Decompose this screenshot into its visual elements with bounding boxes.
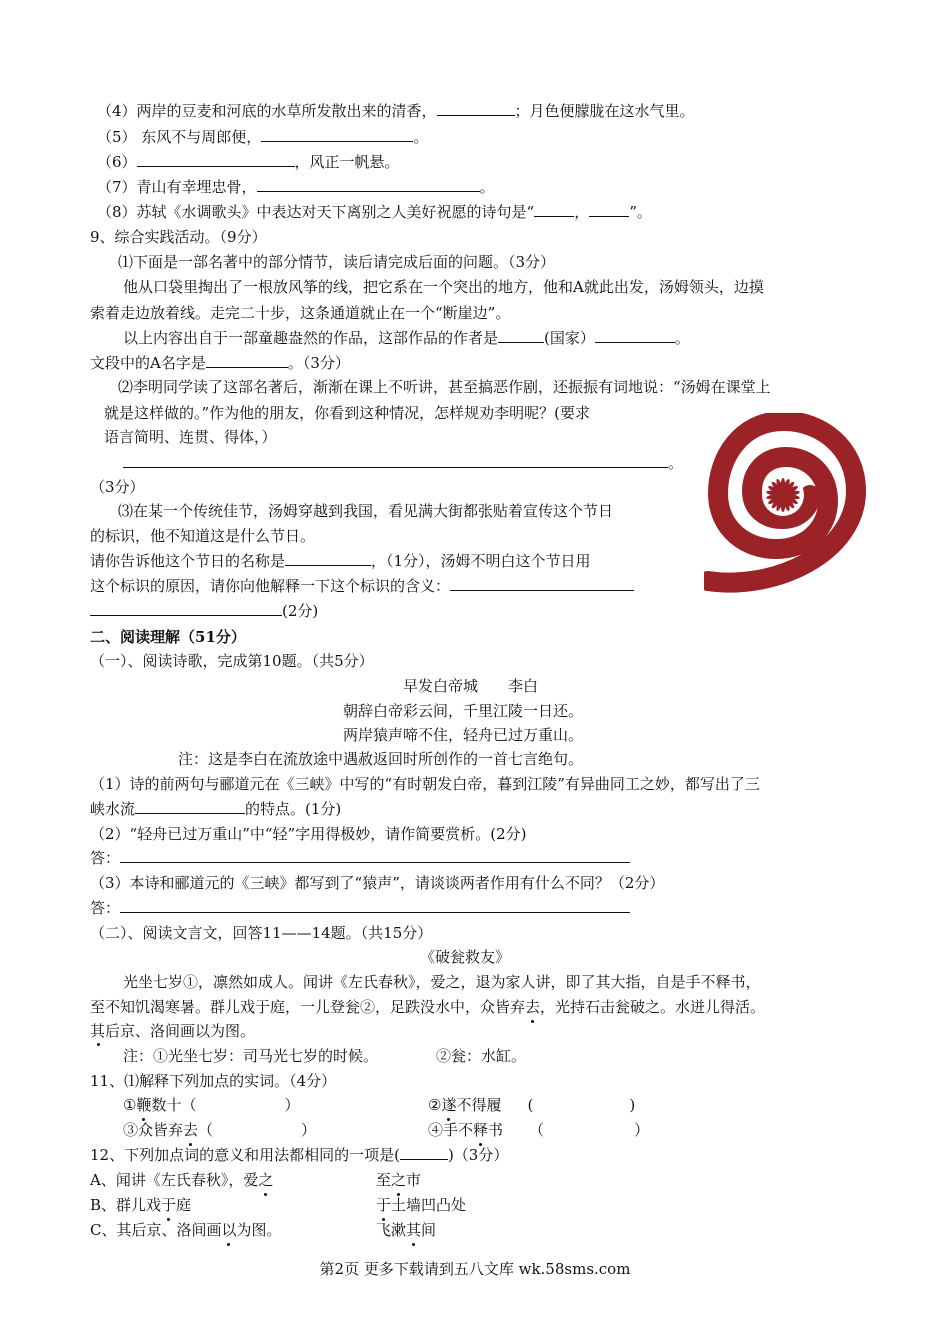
q12-text: 12、下列加点词的意义和用法都相同的一项是( — [90, 1146, 400, 1164]
option-text: 飞漱 — [376, 1221, 407, 1239]
advice-answer-line[interactable] — [123, 453, 668, 468]
name-blank[interactable] — [206, 353, 288, 368]
item-number: ② — [428, 1096, 442, 1114]
option-text: B、群儿戏 — [90, 1196, 162, 1214]
paren-close: ） — [284, 1096, 300, 1114]
dotted-word: 去 — [525, 998, 541, 1016]
q12-score: )（3分） — [447, 1146, 509, 1164]
dotted-word: 于 — [376, 1196, 392, 1214]
paren-close: ） — [634, 1121, 650, 1139]
q9-period: 。 — [674, 329, 690, 347]
classical-note — [123, 1045, 526, 1067]
fill-line-5 — [97, 126, 428, 148]
festival-blank[interactable] — [285, 551, 371, 566]
poem-q3: （3）本诗和郦道元的《三峡》都写到了“猿声”，请谈谈两者作用有什么不同？（2分） — [90, 874, 665, 892]
q9-part2-score: （3分） — [90, 478, 145, 496]
poem-q1-prompt: 峡水流 — [90, 800, 136, 818]
section2-title: 二、阅读理解（51分） — [90, 628, 246, 646]
dotted-word: 其 — [406, 1221, 422, 1239]
paren-open: （ — [529, 1121, 545, 1139]
flow-feature-blank[interactable] — [135, 799, 245, 814]
fill-line-7 — [97, 176, 495, 198]
option-text: 市 — [406, 1171, 422, 1189]
fill-line-6-text: （6） — [97, 153, 137, 171]
fill-line-8-text: （8）苏轼《水调歌头》中表达对天下离别之人美好祝愿的诗句是“ — [97, 203, 535, 221]
poem-author: 李白 — [508, 677, 539, 695]
q9-name-question — [90, 352, 350, 374]
chrysanthemum-spiral-icon — [704, 413, 870, 613]
q9-part3-score: (2分) — [282, 602, 319, 620]
answer-label: 答： — [90, 899, 121, 917]
option-text: 庭 — [176, 1196, 192, 1214]
q11-title: 11、⑴解释下列加点的实词。（4分） — [90, 1072, 337, 1090]
paren-close: ） — [301, 1121, 317, 1139]
dotted-word: 鞭 — [136, 1096, 152, 1114]
part1-heading: （一）、阅读诗歌，完成第10题。（共5分） — [90, 652, 374, 670]
option-text: A、闻讲《左氏春秋》，爱 — [90, 1171, 259, 1189]
fill-line-6-tail: ，风正一帆悬。 — [294, 153, 400, 171]
q9-author-prompt: 以上内容出自于一部童趣盎然的作品，这部作品的作者是 — [123, 329, 499, 347]
q12-option-c-compare — [376, 1219, 436, 1241]
q9-symbol-answer — [90, 600, 318, 622]
q9-part2-line1: ⑵李明同学读了这部名著后，渐渐在课上不听讲，甚至搞恶作剧，还振振有词地说：“汤姆在课堂上 — [118, 378, 771, 396]
q11-item-3 — [123, 1119, 316, 1141]
answer-blank[interactable] — [257, 177, 480, 192]
dotted-word: 去 — [183, 1121, 199, 1139]
poem-line-2: 两岸猿声啼不住，轻舟已过万重山。 — [343, 726, 584, 744]
q12-option-b — [90, 1194, 191, 1216]
item-text: ④手不 — [428, 1121, 474, 1139]
fill-line-4 — [97, 100, 695, 122]
q9-country-label: (国家） — [544, 329, 595, 347]
paren-close: ) — [629, 1096, 636, 1114]
q11-item-1 — [123, 1094, 300, 1116]
q9-festival-prompt: 请你告诉他这个节日的名称是 — [90, 552, 286, 570]
paren-open: （ — [198, 1121, 214, 1139]
answer-blank[interactable] — [534, 202, 574, 217]
q9-festival-tail: ，（1分），汤姆不明白这个节日用 — [371, 552, 591, 570]
answer-blank[interactable] — [437, 101, 515, 116]
note-1: 注：①光坐七岁：司马光七岁的时候。 — [123, 1047, 379, 1065]
poem-title — [403, 675, 538, 697]
poem-q3-answer — [90, 897, 630, 919]
q9-festival-question — [90, 550, 591, 572]
answer-blank[interactable] — [261, 127, 413, 142]
fill-line-8 — [97, 201, 652, 223]
option-text: 至 — [376, 1171, 392, 1189]
option-text: 土墙凹凸处 — [391, 1196, 467, 1214]
q11-item-4 — [428, 1119, 649, 1141]
q9-part2-line2: 就是这样做的。”作为他的朋友，你看到这种情况，怎样规劝李明呢？(要求 — [104, 404, 591, 422]
q12-option-c — [90, 1219, 282, 1241]
fill-line-8-tail: ”。 — [629, 203, 652, 221]
fill-line-5-text: （5） 东风不与周郎便， — [97, 128, 262, 146]
paren-open: ( — [527, 1096, 534, 1114]
dotted-word: 之 — [391, 1171, 407, 1189]
classical-text-line2-b: ，光持石击瓮破之。水迸儿得活。 — [540, 998, 766, 1016]
q9-part1-question — [123, 327, 690, 349]
q11-item-2 — [428, 1094, 635, 1116]
q9-part2-answer — [123, 452, 683, 474]
q9-part2-period: 。 — [668, 454, 684, 472]
q12-title — [90, 1144, 508, 1166]
answer-line[interactable] — [120, 848, 630, 863]
poem-q2-answer — [90, 847, 630, 869]
country-blank[interactable] — [595, 328, 675, 343]
option-text: C、其后京、洛间画 — [90, 1221, 222, 1239]
fill-line-7-tail: 。 — [479, 178, 495, 196]
item-text: 书 — [488, 1121, 504, 1139]
q9-passage-line1: 他从口袋里掏出了一根放风筝的线，把它系在一个突出的地方，他和A就此出发，汤姆领头，边摸 — [123, 278, 764, 296]
fill-line-6 — [97, 151, 400, 173]
poem-line-1: 朝辞白帝彩云间，千里江陵一日还。 — [343, 702, 584, 720]
poem-note: 注：这是李白在流放途中遇赦返回时所创作的一首七言绝句。 — [178, 750, 584, 768]
q9-symbol-question — [90, 575, 634, 597]
poem-q2: （2）“轻舟已过万重山”中“轻”字用得极妙，请作简要赏析。(2分) — [90, 825, 527, 843]
fill-line-4-text: （4）两岸的豆麦和河底的水草所发散出来的清香， — [97, 102, 437, 120]
poem-q1-score: 的特点。(1分) — [245, 800, 342, 818]
q12-option-a — [90, 1169, 273, 1191]
q9-part3-line2: 的标识，他不知道这是什么节日。 — [90, 527, 316, 545]
item-text: ③众皆弃 — [123, 1121, 184, 1139]
classical-text-title: 《破瓮救友》 — [420, 948, 511, 966]
author-blank[interactable] — [498, 328, 544, 343]
option-text: 为图。 — [236, 1221, 282, 1239]
q9-name-score: 。（3分） — [287, 354, 350, 372]
fill-line-7-text: （7）青山有幸埋忠骨， — [97, 178, 257, 196]
part2-heading: （二）、阅读文言文，回答11——14题。（共15分） — [90, 924, 433, 942]
page-footer: 第2页 更多下载请到五八文库 wk.58sms.com — [319, 1260, 631, 1278]
q9-part3-line1: ⑶在某一个传统佳节，汤姆穿越到我国，看见满大街都张贴着宣传这个节日 — [118, 502, 614, 520]
poem-title-text: 早发白帝城 — [403, 677, 479, 695]
option-text: 间 — [421, 1221, 437, 1239]
dotted-word: 遂 — [441, 1096, 457, 1114]
q9-symbol-prompt: 这个标识的原因，请你向他解释一下这个标识的含义： — [90, 577, 451, 595]
fill-line-5-tail: 。 — [413, 128, 429, 146]
dotted-word: 于 — [161, 1196, 177, 1214]
dotted-word: 释 — [473, 1121, 489, 1139]
q9-part2-line3: 语言简明、连贯、得体，） — [104, 428, 277, 446]
poem-q1-line2 — [90, 798, 341, 820]
answer-label: 答： — [90, 849, 121, 867]
dotted-word: 之 — [258, 1171, 274, 1189]
answer-line[interactable] — [120, 898, 630, 913]
classical-text-line1: 光坐七岁①，凛然如成人。闻讲《左氏春秋》，爱之，退为家人讲，即了其大指，自是手不释书， — [123, 973, 761, 991]
flower-center — [781, 493, 786, 498]
note-2: ②瓮：水缸。 — [436, 1047, 527, 1065]
q12-answer-blank[interactable] — [400, 1145, 448, 1160]
classical-text-line2-a: 至不知饥渴寒暑。群儿戏于庭，一儿登瓮②，足跌没水中，众皆弃 — [90, 998, 526, 1016]
emphasis-dot — [97, 1043, 100, 1046]
q9-passage-line2: 索着走边放着线。走完二十步，这条通道就止在一个“断崖边”。 — [90, 304, 511, 322]
q9-title: 9、综合实践活动。（9分） — [90, 228, 267, 246]
item-text: 不得履 — [456, 1096, 502, 1114]
dotted-word: 以 — [221, 1221, 237, 1239]
poem-q1-line1: （1）诗的前两句与郦道元在《三峡》中写的“有时朝发白帝，暮到江陵”有异曲同工之妙，都写出了三 — [90, 775, 760, 793]
answer-blank[interactable] — [589, 202, 629, 217]
symbol-answer-line[interactable] — [90, 601, 282, 616]
fill-line-8-sep: ， — [574, 203, 590, 221]
classical-text-line3: 其后京、洛间画以为图。 — [90, 1022, 256, 1040]
q9-name-prompt: 文段中的A名字是 — [90, 354, 206, 372]
item-number: ① — [123, 1096, 137, 1114]
q12-option-b-compare — [376, 1194, 466, 1216]
item-text: 数十（ — [151, 1096, 197, 1114]
q9-part1-intro: ⑴下面是一部名著中的部分情节，读后请完成后面的问题。（3分） — [118, 253, 556, 271]
symbol-meaning-blank[interactable] — [450, 576, 634, 591]
q12-option-a-compare — [376, 1169, 421, 1191]
fill-line-4-tail: ；月色便朦胧在这水气里。 — [514, 102, 695, 120]
answer-blank[interactable] — [137, 152, 295, 167]
classical-text-line2 — [90, 996, 765, 1018]
